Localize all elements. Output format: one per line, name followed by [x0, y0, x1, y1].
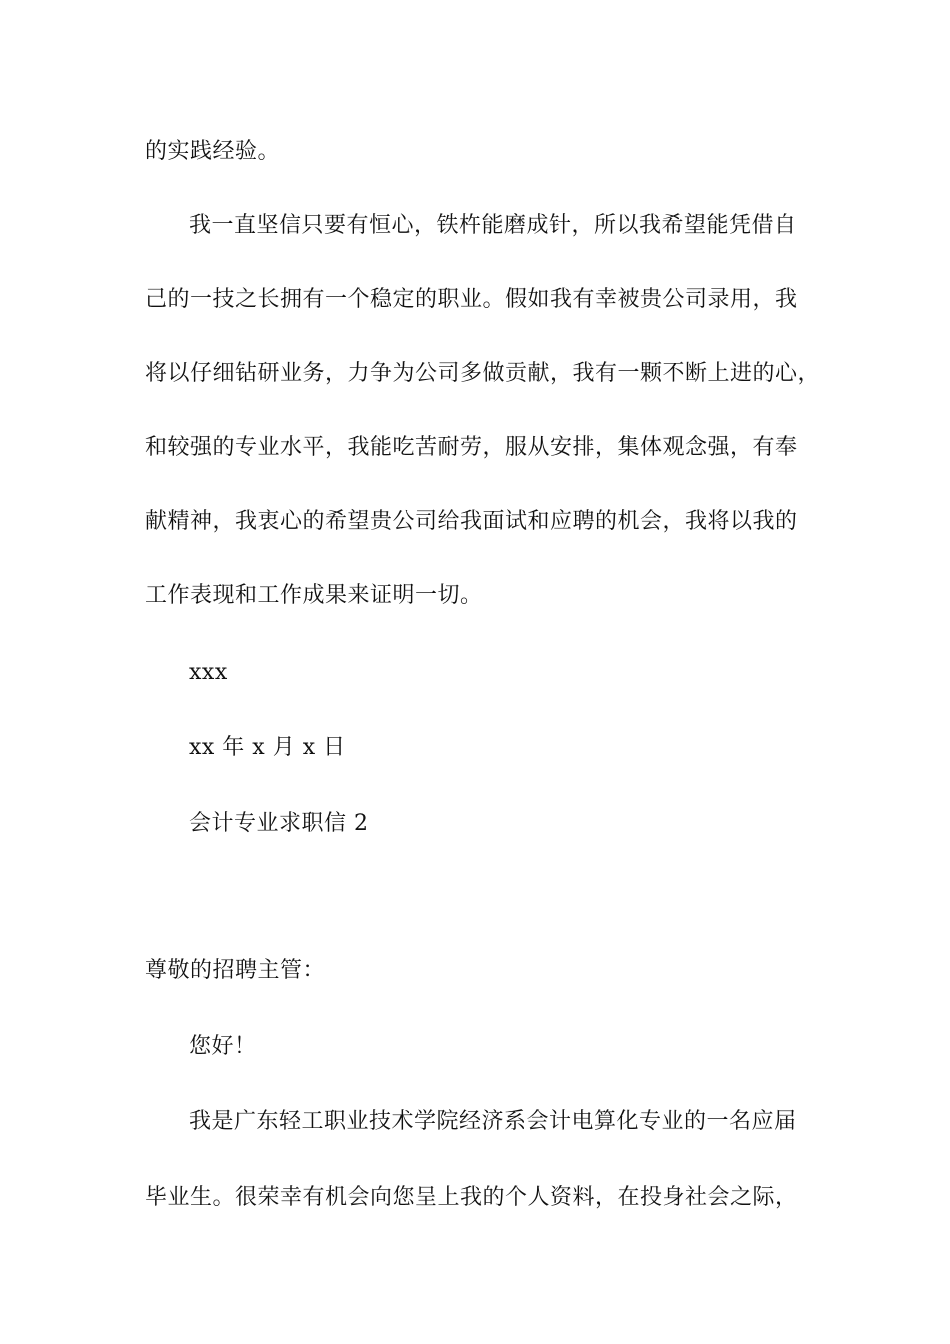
signature-name: xxx: [189, 660, 228, 685]
signature-date: xx 年 x 月 x 日: [189, 735, 346, 760]
greeting: 您好！: [189, 1034, 257, 1059]
paragraph-line-1: 的实践经验。: [145, 139, 281, 164]
paragraph-line-9: 毕业生。很荣幸有机会向您呈上我的个人资料，在投身社会之际，: [145, 1185, 798, 1210]
paragraph-line-2: 我一直坚信只要有恒心，铁杵能磨成针，所以我希望能凭借自: [189, 213, 797, 238]
paragraph-line-6: 献精神，我衷心的希望贵公司给我面试和应聘的机会，我将以我的: [145, 509, 798, 534]
paragraph-line-5: 和较强的专业水平，我能吃苦耐劳，服从安排，集体观念强，有奉: [145, 435, 798, 460]
paragraph-line-4: 将以仔细钻研业务，力争为公司多做贡献，我有一颗不断上进的心，: [145, 361, 821, 386]
section-heading: 会计专业求职信 2: [189, 811, 369, 836]
paragraph-line-3: 己的一技之长拥有一个稳定的职业。假如我有幸被贵公司录用，我: [145, 287, 798, 312]
paragraph-line-7: 工作表现和工作成果来证明一切。: [145, 583, 483, 608]
paragraph-line-8: 我是广东轻工职业技术学院经济系会计电算化专业的一名应届: [189, 1109, 797, 1134]
salutation: 尊敬的招聘主管：: [145, 958, 326, 983]
